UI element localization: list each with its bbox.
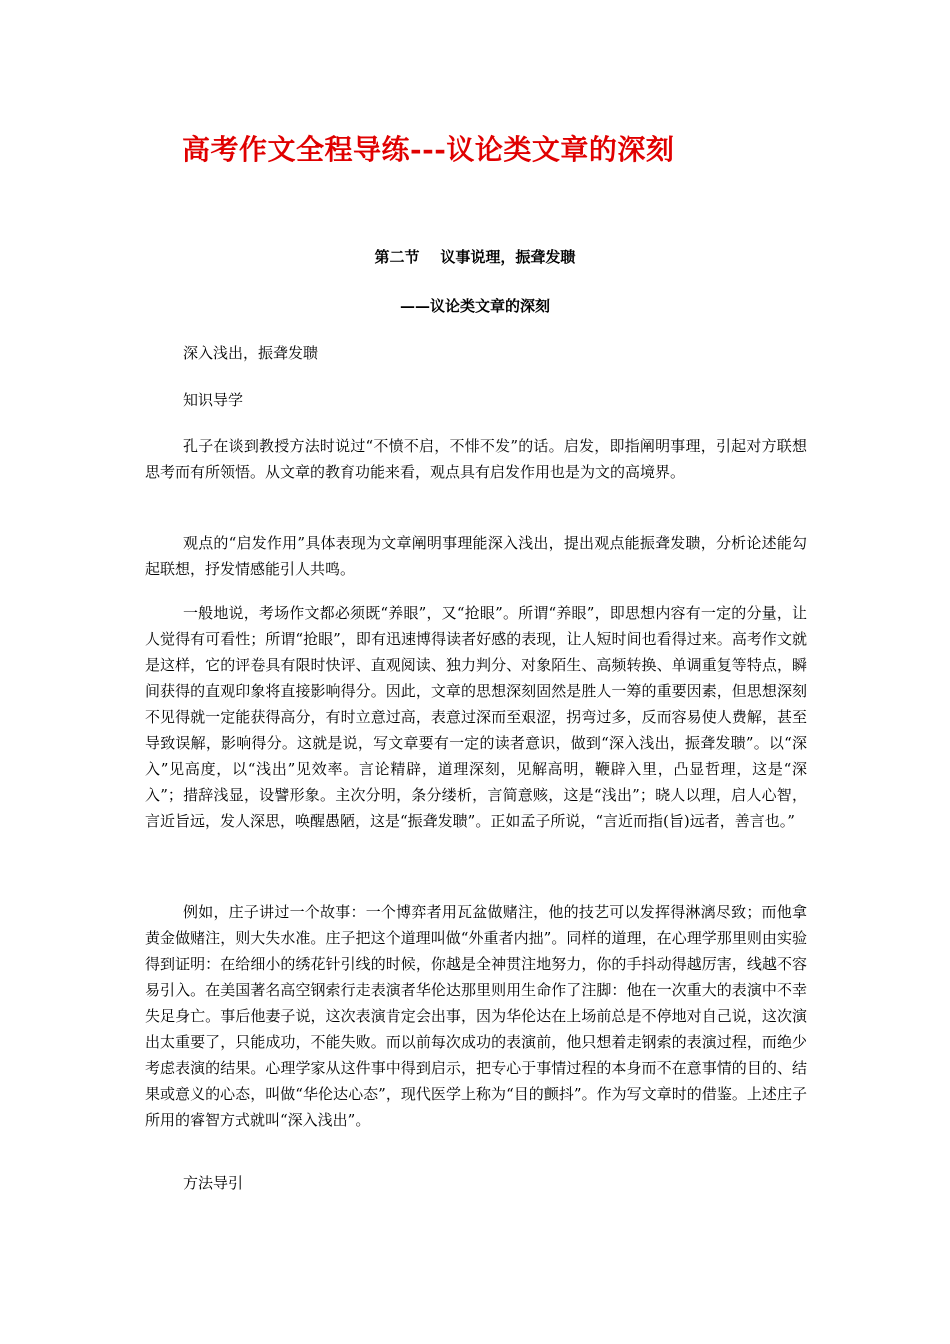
section-heading: 第二节 议事说理，振聋发聩	[374, 248, 576, 266]
paragraph-exam-essay: 一般地说，考场作文都必须既“养眼”，又“抢眼”。所谓“养眼”，即思想内容有一定的分量，让人觉得有可看性；所谓“抢眼”，即有迅速博得读者好感的表现，让人短时间也看得过来。高考作文就是这样，它的评卷具有限时快评、直观阅读、独力判分、对象陌生、高频转换、单调重复等特点，瞬间获得的直观印象将直接影响得分。因此，文章的思想深刻固然是胜人一筹的重要因素，但思想深刻不见得就一定能获得高分，有时立意过高，表意过深而至艰涩，拐弯过多，反而容易使人费解，甚至导致误解，影响得分。这就是说，写文章要有一定的读者意识，做到“深入浅出，振聋发聩”。以“深入”见高度，以“浅出”见效率。言论精辟，道理深刻，见解高明，鞭辟入里，凸显哲理，这是“深入”；措辞浅显，设譬形象。主次分明，条分缕析，言简意赅，这是“浅出”；晓人以理，启人心智，言近旨远，发人深思，唤醒愚陋，这是“振聋发聩”。正如孟子所说，“言近而指(旨)远者，善言也。”	[145, 604, 807, 830]
paragraph-method-heading: 方法导引	[183, 1174, 244, 1192]
paragraph-confucius: 孔子在谈到教授方法时说过“不愤不启，不悱不发”的话。启发，即指阐明事理，引起对方联想思考而有所领悟。从文章的教育功能来看，观点具有启发作用也是为文的高境界。	[145, 437, 807, 481]
paragraph-example: 例如，庄子讲过一个故事：一个博弈者用瓦盆做赌注，他的技艺可以发挥得淋漓尽致；而他拿黄金做赌注，则大失水准。庄子把这个道理叫做“外重者内拙”。同样的道理，在心理学那里则由实验得到证明：在给细小的绣花针引线的时候，你越是全神贯注地努力，你的手抖动得越厉害，线越不容易引入。在美国著名高空钢索行走表演者华伦达那里则用生命作了注脚：他在一次重大的表演中不幸失足身亡。事后他妻子说，这次表演肯定会出事，因为华伦达在上场前总是不停地对自己说，这次演出太重要了，只能成功，不能失败。而以前每次成功的表演前，他只想着走钢索的表演过程，而绝少考虑表演的结果。心理学家从这件事中得到启示，把专心于事情过程的本身而不在意事情的目的、结果或意义的心态，叫做“华伦达心态”，现代医学上称为“目的颤抖”。作为写文章时的借鉴。上述庄子所用的睿智方式就叫“深入浅出”。	[145, 903, 807, 1129]
section-subheading: ——议论类文章的深刻	[399, 297, 550, 315]
paragraph-inspiration: 观点的“启发作用”具体表现为文章阐明事理能深入浅出，提出观点能振聋发聩，分析论述能勾起联想，抒发情感能引人共鸣。	[145, 534, 807, 578]
paragraph-knowledge-heading: 知识导学	[183, 391, 244, 409]
document-title: 高考作文全程导练---议论类文章的深刻	[182, 133, 675, 166]
paragraph-theme: 深入浅出，振聋发聩	[183, 344, 319, 362]
